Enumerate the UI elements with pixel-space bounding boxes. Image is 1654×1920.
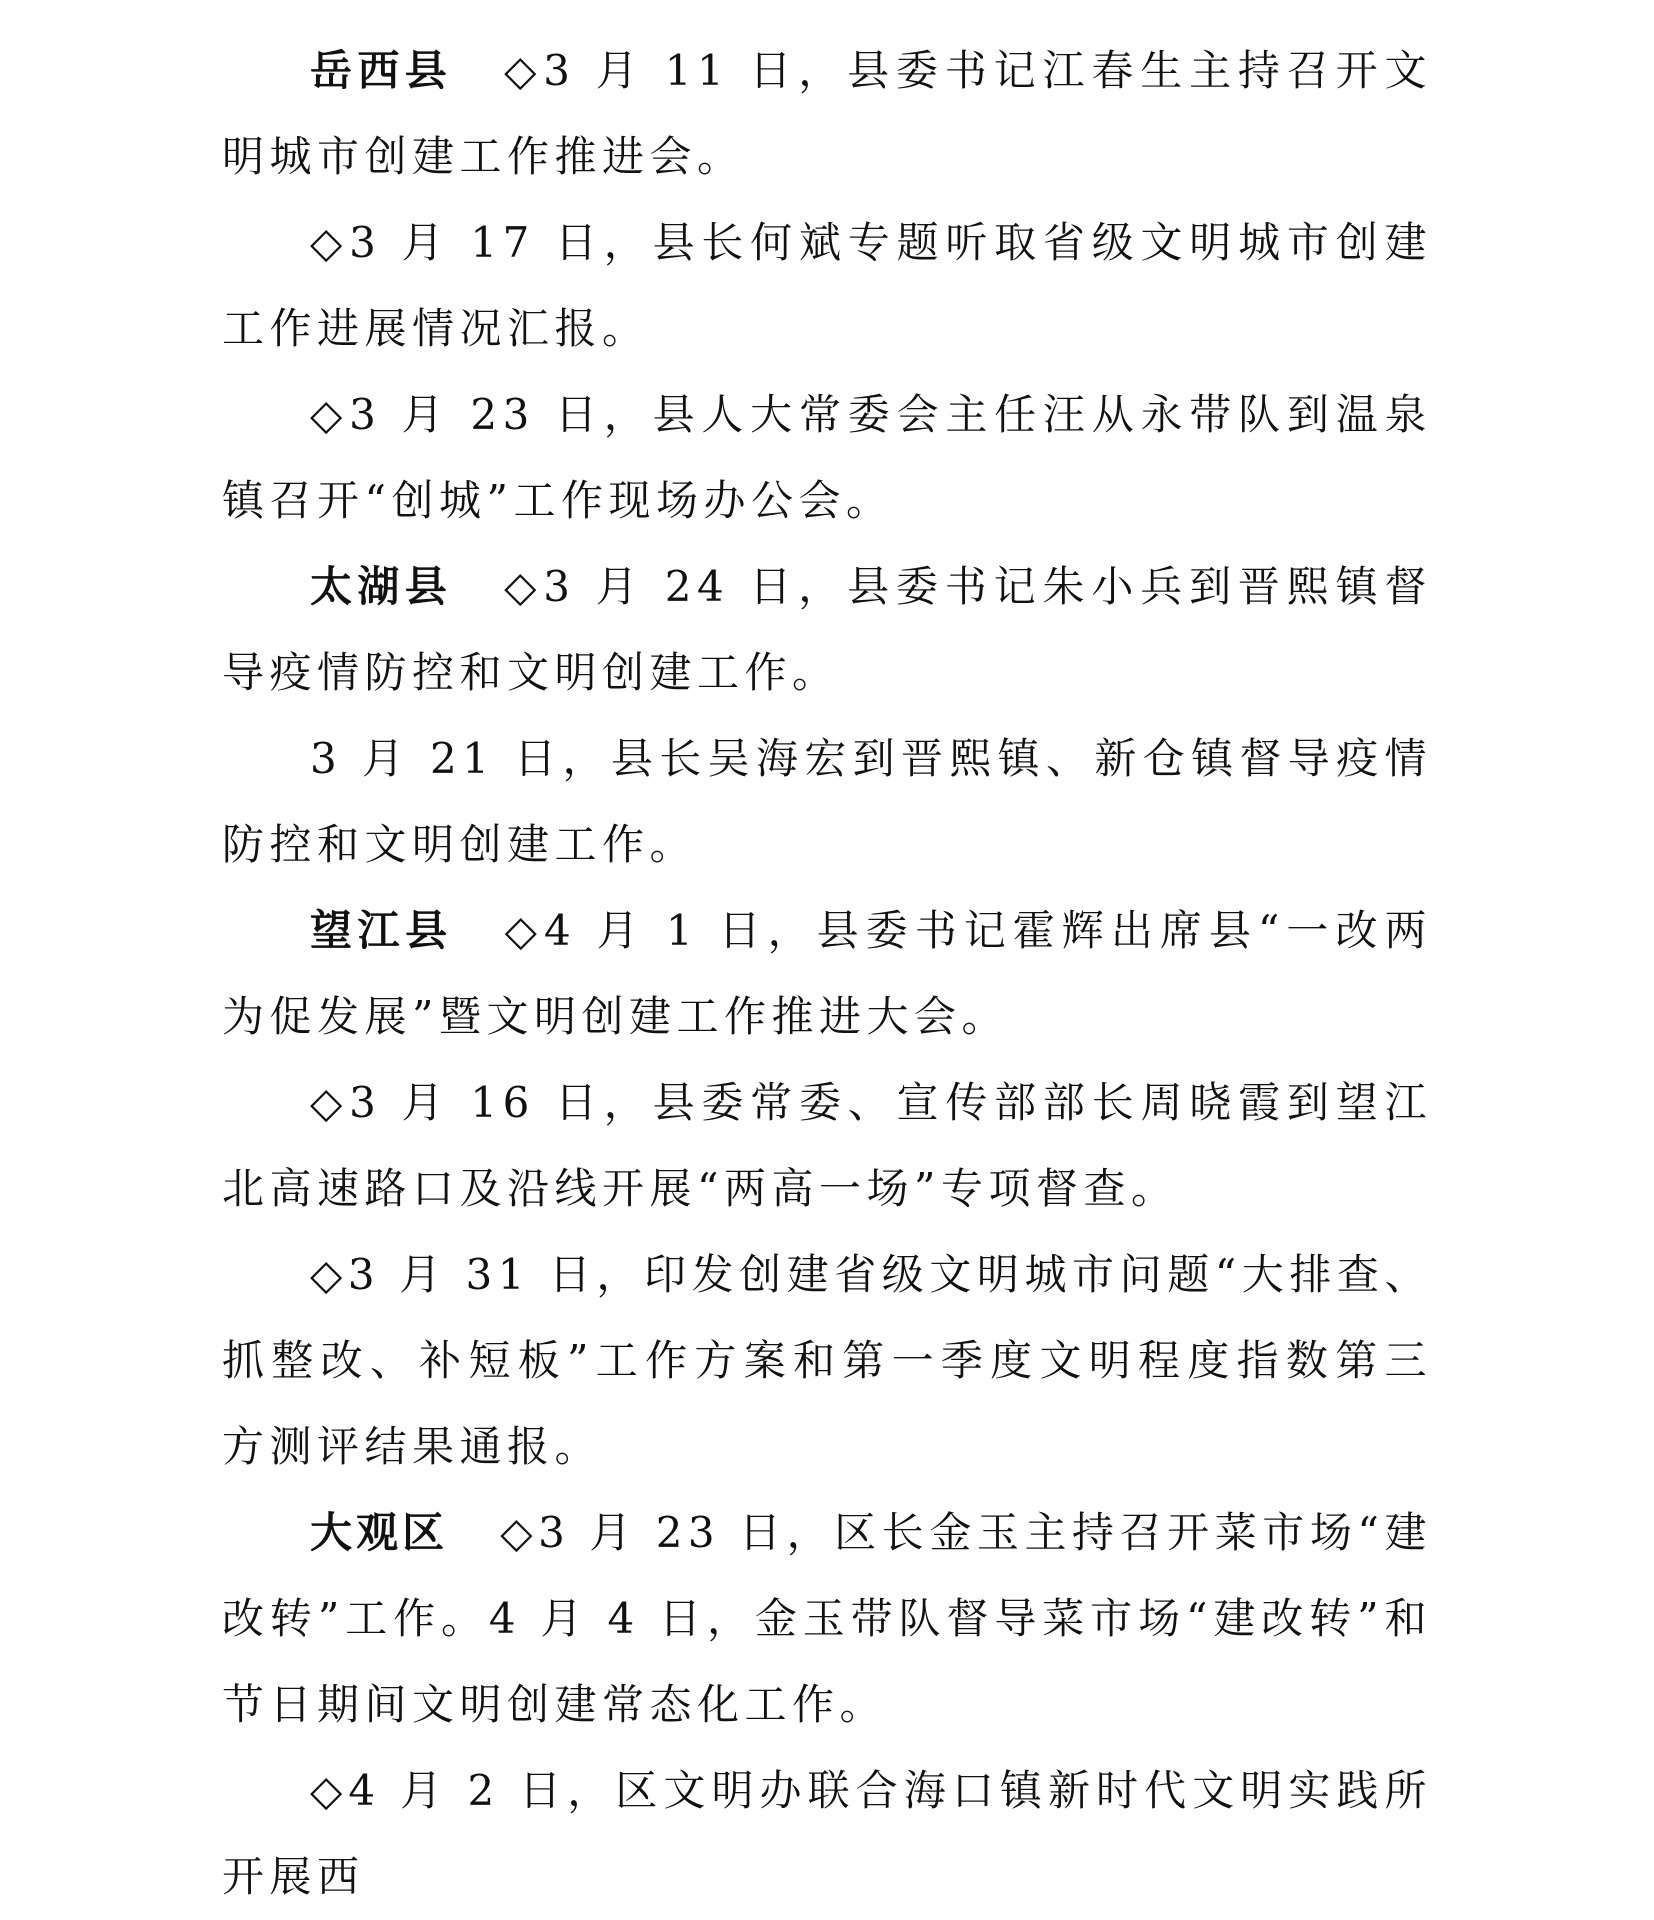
paragraph-wangjiang-3 [222, 1232, 1432, 1490]
paragraph-text: ◇3 月 31 日，印发创建省级文明城市问题“大排查、抓整改、补短板”工作方案和第一季度文明程度指数第三方测评结果通报。 [222, 1250, 1432, 1471]
paragraph-text: ◇4 月 1 日，县委书记霍辉出席县“一改两为促发展”暨文明创建工作推进大会。 [222, 906, 1432, 1041]
paragraph-text: ◇3 月 16 日，县委常委、宣传部部长周晓霞到望江北高速路口及沿线开展“两高一场”专项督查。 [222, 1078, 1432, 1213]
paragraph-daguan-2 [222, 1748, 1432, 1920]
county-name-yuexi: 岳西县 [310, 46, 453, 95]
paragraph-yuexi-1 [222, 28, 1432, 200]
paragraph-yuexi-3 [222, 372, 1432, 544]
paragraph-daguan-1 [222, 1490, 1432, 1748]
paragraph-wangjiang-1 [222, 888, 1432, 1060]
paragraph-yuexi-2 [222, 200, 1432, 372]
document-page [222, 28, 1432, 1901]
county-name-taihu: 太湖县 [310, 562, 453, 611]
paragraph-taihu-2 [222, 716, 1432, 888]
county-name-daguan: 大观区 [310, 1508, 449, 1557]
paragraph-wangjiang-2 [222, 1060, 1432, 1232]
paragraph-text: ◇3 月 23 日，区长金玉主持召开菜市场“建改转”工作。4 月 4 日，金玉带队督导菜市场“建改转”和节日期间文明创建常态化工作。 [222, 1508, 1432, 1729]
county-name-wangjiang: 望江县 [310, 906, 453, 955]
paragraph-taihu-1 [222, 544, 1432, 716]
paragraph-text: ◇3 月 17 日，县长何斌专题听取省级文明城市创建工作进展情况汇报。 [222, 218, 1432, 353]
paragraph-text: ◇3 月 11 日，县委书记江春生主持召开文明城市创建工作推进会。 [222, 46, 1432, 181]
paragraph-text: ◇4 月 2 日，区文明办联合海口镇新时代文明实践所开展西 [222, 1766, 1432, 1901]
paragraph-text: ◇3 月 24 日，县委书记朱小兵到晋熙镇督导疫情防控和文明创建工作。 [222, 562, 1432, 697]
paragraph-text: 3 月 21 日，县长吴海宏到晋熙镇、新仓镇督导疫情防控和文明创建工作。 [222, 734, 1432, 869]
paragraph-text: ◇3 月 23 日，县人大常委会主任汪从永带队到温泉镇召开“创城”工作现场办公会。 [222, 390, 1432, 525]
